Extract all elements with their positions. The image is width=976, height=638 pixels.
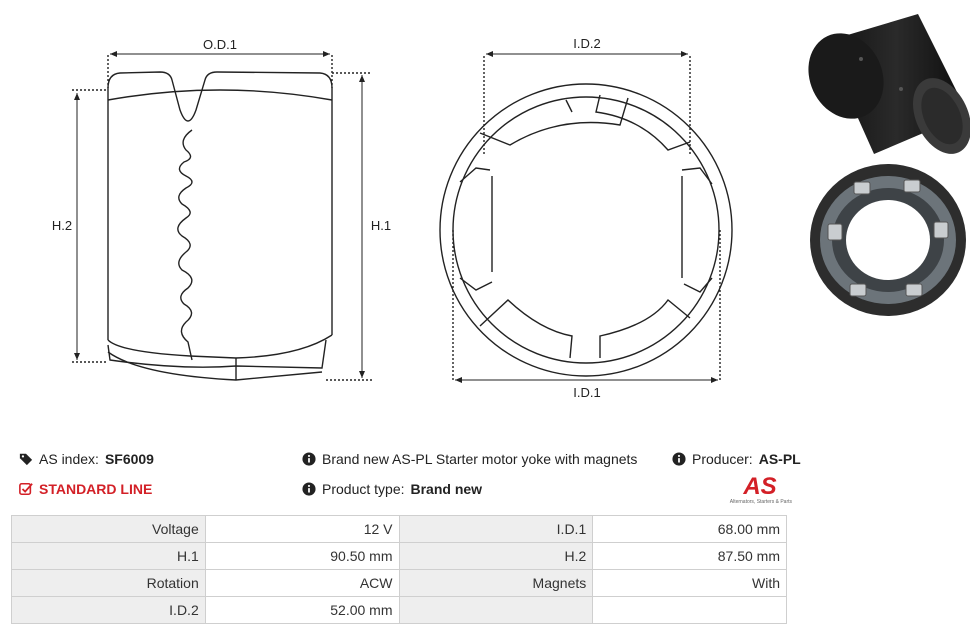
id2-label: I.D.2	[573, 36, 601, 51]
producer-label: Producer:	[692, 451, 753, 467]
h1-label: H.1	[370, 218, 392, 233]
product-type-value: Brand new	[410, 481, 483, 497]
od1-label: O.D.1	[203, 37, 237, 52]
table-row	[12, 570, 787, 597]
producer	[672, 451, 801, 467]
as-index	[19, 451, 154, 467]
spec-label: Voltage	[12, 516, 206, 543]
spec-value: 90.50 mm	[205, 543, 399, 570]
product-photo-inside[interactable]	[806, 160, 970, 320]
logo-tagline: Alternators, Starters & Parts	[729, 499, 792, 505]
spec-label: Rotation	[12, 570, 206, 597]
spec-value: 87.50 mm	[593, 543, 787, 570]
spec-label: Magnets	[399, 570, 593, 597]
spec-value: ACW	[205, 570, 399, 597]
description-text: Brand new AS-PL Starter motor yoke with magnets	[322, 451, 638, 467]
tags-icon	[19, 452, 33, 466]
logo-mark: AS	[743, 473, 777, 500]
spec-label	[399, 597, 593, 624]
product-description	[302, 451, 637, 467]
spec-value: With	[593, 570, 787, 597]
spec-label: H.2	[399, 543, 593, 570]
spec-value: 68.00 mm	[593, 516, 787, 543]
checkbox-checked-icon	[19, 482, 33, 496]
table-row	[12, 597, 787, 624]
spec-value: 12 V	[205, 516, 399, 543]
specs-table	[11, 515, 787, 624]
info-circle-icon	[672, 452, 686, 466]
table-row	[12, 516, 787, 543]
table-row	[12, 543, 787, 570]
producer-value: AS-PL	[758, 451, 801, 467]
product-type	[302, 481, 482, 497]
as-index-value[interactable]: SF6009	[104, 451, 154, 467]
h2-label: H.2	[51, 218, 73, 233]
info-circle-icon	[302, 482, 316, 496]
yoke-end-view	[440, 56, 732, 380]
product-photo-side[interactable]	[806, 4, 970, 160]
spec-label: I.D.1	[399, 516, 593, 543]
spec-label: I.D.2	[12, 597, 206, 624]
standard-line-badge	[19, 481, 152, 497]
as-pl-logo	[700, 473, 792, 505]
spec-value: 52.00 mm	[205, 597, 399, 624]
product-type-label: Product type:	[322, 481, 405, 497]
standard-line-text: STANDARD LINE	[39, 481, 153, 497]
as-index-label: AS index:	[39, 451, 99, 467]
spec-value	[593, 597, 787, 624]
spec-label: H.1	[12, 543, 206, 570]
id1-label: I.D.1	[573, 385, 601, 400]
info-circle-icon	[302, 452, 316, 466]
yoke-side-view	[72, 55, 372, 380]
